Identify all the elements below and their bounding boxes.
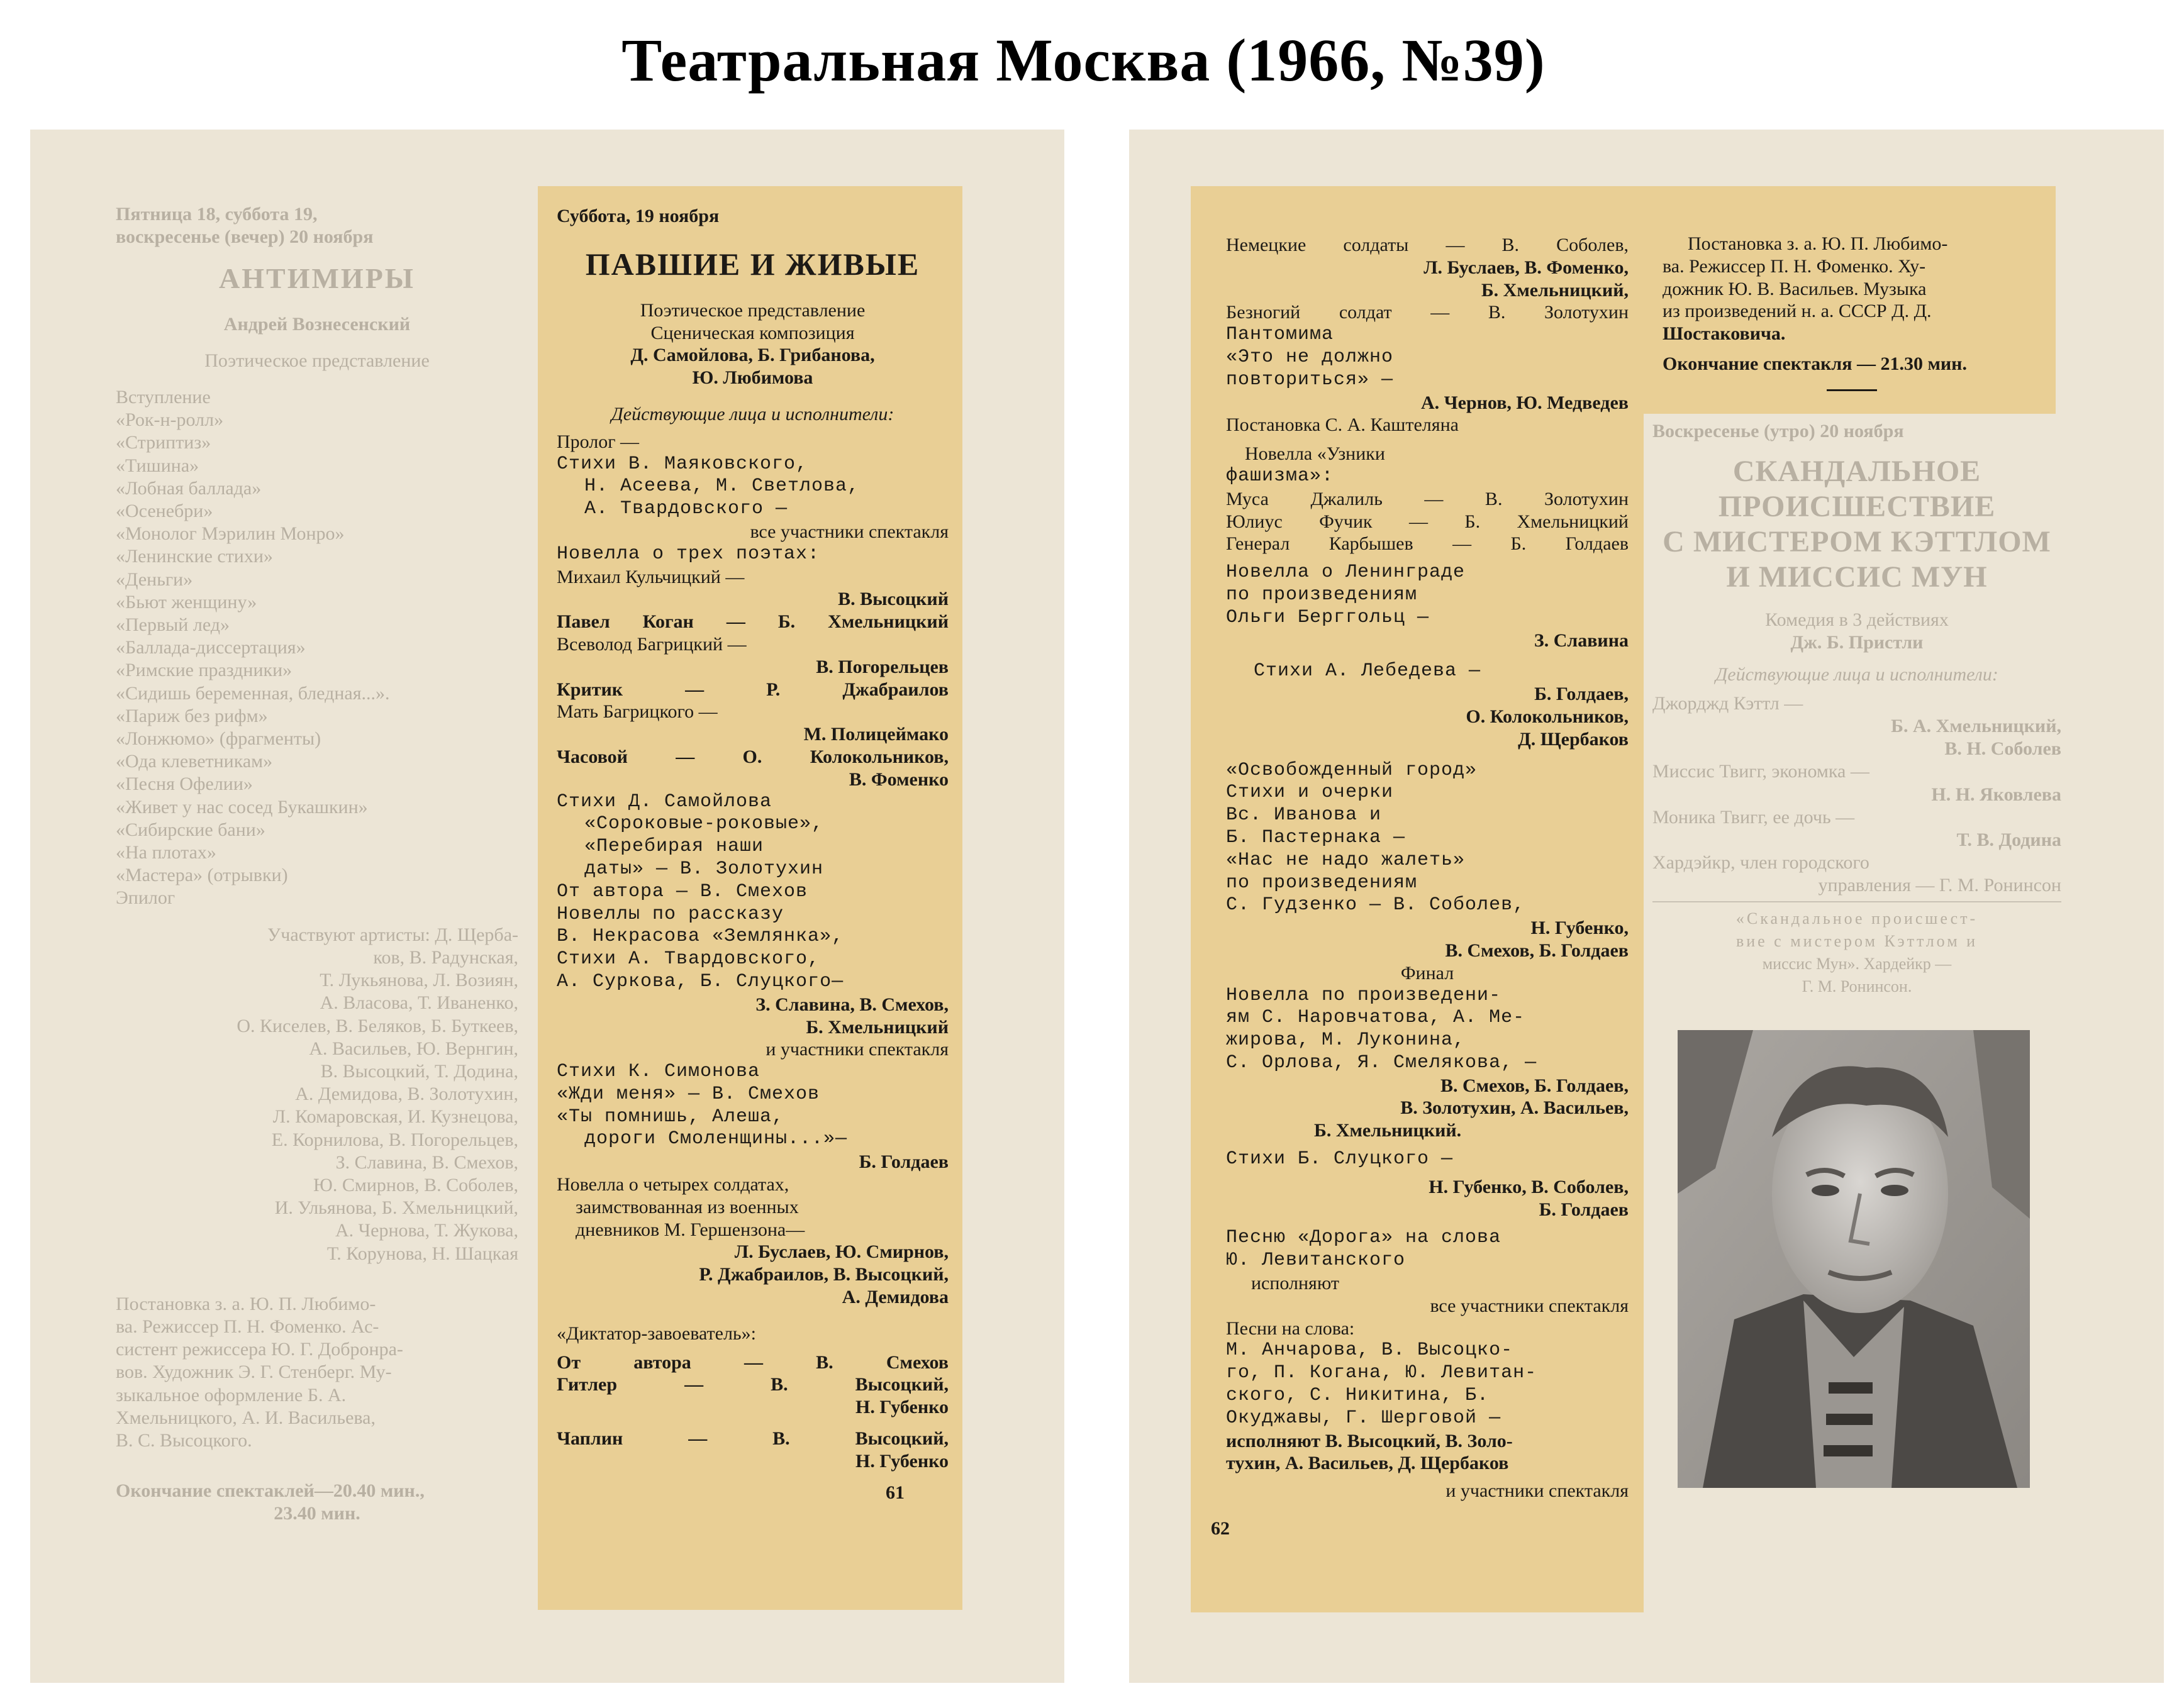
cast-line: Р. Джабраилов, В. Высоцкий, [699,1264,949,1285]
show-title: АНТИМИРЫ [219,262,415,295]
cast-line: В. Золотухин, А. Васильев, [1400,1097,1629,1119]
program-item: «Рок-н-ролл» [116,409,224,431]
cast-line: исполняют В. Высоцкий, В. Золо- [1226,1430,1513,1451]
cast-line: Стихи К. Симонова [557,1061,760,1083]
ending-time: Окончание спектаклей—20.40 мин., [116,1480,425,1502]
show-title: СКАНДАЛЬНОЕ [1732,455,1981,489]
program-item: «Мастера» (отрывки) [116,865,288,886]
cast-line: Всеволод Багрицкий — [557,633,747,655]
program-item: «Лобная баллада» [116,477,262,499]
actor-photo [1678,1030,2030,1488]
cast-line: Новелла о четырех солдатах, [557,1174,789,1195]
program-item: «Баллада-диссертация» [116,637,306,658]
cast-line: Новелла о трех поэтах: [557,543,820,565]
cast-line: Н. Асеева, М. Светлова, [584,475,860,497]
photo-caption: миссис Мун». Хардейкр — [1762,955,1952,973]
cast-line: З. Славина, В. Смехов, [335,1151,518,1173]
date-line: Воскресенье (утро) 20 ноября [1652,421,1904,441]
author: Дж. Б. Пристли [1790,632,1924,653]
cast-line: Окуджавы, Г. Шерговой — [1226,1407,1501,1429]
cast-line: Пантомима [1226,324,1334,346]
cast-line: Е. Корнилова, В. Погорельцев, [271,1129,518,1150]
cast-line: Безногий солдат — В. Золотухин [1226,302,1629,323]
cast-line: Участвуют артисты: Д. Щерба- [267,924,518,945]
cast-line: О. Киселев, В. Беляков, Б. Буткеев, [237,1015,518,1036]
cast-line: Юлиус Фучик — Б. Хмельницкий [1226,511,1629,532]
page-number: 61 [886,1482,905,1503]
cast-line: «Жди меня» — В. Смехов [557,1083,820,1105]
cast-line: Ольги Берггольц — [1226,606,1430,628]
subtitle: Поэтическое представление [204,350,430,371]
cast-line: фашизма»: [1226,465,1334,487]
cast-line: ям С. Наровчатова, А. Ме- [1226,1007,1525,1029]
subtitle: Поэтическое представление [640,299,866,321]
program-item: Эпилог [116,887,175,909]
cast-line: Новелла «Узники [1245,443,1385,465]
cast-line: З. Славина, В. Смехов, [755,994,949,1015]
program-item: «Монолог Мэрилин Монро» [116,523,345,545]
cast-line: Л. Комаровская, И. Кузнецова, [272,1106,518,1128]
cast-line: управления — Г. М. Ронинсон [1818,875,2061,896]
cast-line: С. Гудзенко — В. Соболев, [1226,894,1525,916]
cast-line: «Это не должно [1226,346,1394,368]
cast-line: Постановка С. А. Каштеляна [1226,414,1459,436]
cast-line: Немецкие солдаты — В. Соболев, [1226,235,1629,255]
cast-line: Б. Голдаев [859,1151,949,1173]
cast-line: А. Суркова, Б. Слуцкого— [557,970,844,992]
cast-line: Д. Щербаков [1518,728,1629,750]
cast-line: От автора — В. Смехов [557,1351,949,1373]
cast-line: А. Чернова, Т. Жукова, [335,1220,518,1241]
credits-line: Постановка з. а. Ю. П. Любимо- [1688,233,1948,254]
cast-line: Стихи А. Твардовского, [557,948,820,970]
cast-line: Стихи В. Маяковского, [557,453,808,475]
cast-line: Чаплин — В. Высоцкий, [557,1428,949,1450]
cast-line: В. Смехов, Б. Голдаев, [1440,1075,1629,1096]
pavshie-continuation-clipping [1191,186,1644,1612]
cast-line: дороги Смоленщины...»— [584,1128,848,1150]
cast-line: «Сороковые-роковые», [584,813,824,835]
pavshie-i-zhivye-clipping [538,186,962,1610]
page-title: Театральная Москва (1966, №39) [621,26,1546,94]
cast-line: Ю. Левитанского [1226,1250,1406,1272]
cast-line: Н. Губенко [855,1450,949,1472]
cast-line: Б. Хмельницкий. [1314,1120,1462,1141]
program-item: «Париж без рифм» [116,705,268,726]
cast-line: «Ты помнишь, Алеша, [557,1106,784,1128]
cast-line: В. Фоменко [849,768,949,790]
cast-line: Б. Голдаев, [1534,684,1629,705]
credits-line: В. С. Высоцкого. [116,1429,252,1451]
cast-line: Песни на слова: [1226,1317,1355,1339]
credits [116,1293,518,1452]
cast-line: жирова, М. Луконина, [1226,1029,1466,1051]
cast-line: А. Демидова [842,1287,949,1308]
cast-line: Пролог — [557,431,640,452]
cast-line: От автора — В. Смехов [557,880,808,902]
credits-line: Постановка з. а. Ю. П. Любимо- [116,1293,376,1314]
credits-line: Шостаковича. [1663,323,1786,345]
program-item: «Ленинские стихи» [116,546,273,567]
cast-line: Павел Коган — Б. Хмельницкий [557,611,949,633]
cast-line: В. Погорельцев [816,656,949,677]
cast-line: Л. Буслаев, В. Фоменко, [1423,257,1629,278]
cast-line: Стихи Б. Слуцкого — [1226,1148,1454,1170]
cast-line: Вс. Иванова и [1226,804,1382,826]
cast-line: Часовой — О. Колокольников, [557,746,949,767]
cast-line: Т. В. Додина [1956,829,2061,851]
cast-line: Стихи и очерки [1226,782,1394,804]
cast-line: Генерал Карбышев — Б. Голдаев [1226,533,1629,555]
cast-line: «Диктатор-завоеватель»: [557,1323,756,1344]
photo-caption: вие с мистером Кэттлом и [1735,931,1978,950]
cast-line: все участники спектакля [1430,1295,1629,1316]
cast-line: Н. Губенко, [1530,918,1629,939]
cast-line: О. Колокольников, [1466,706,1629,727]
antimiry-listing [116,203,518,1526]
cast-line: Л. Буслаев, Ю. Смирнов, [734,1241,949,1263]
cast-line: Критик — Р. Джабраилов [557,679,949,700]
cast-line: Муса Джалиль — В. Золотухин [1226,488,1629,509]
cast-line: Новелла о Ленинграде [1226,562,1466,584]
cast-line: даты» — В. Золотухин [584,858,824,880]
credits-line: зыкальное оформление Б. А. [116,1384,347,1406]
cast-line: Джорджд Кэттл — [1652,692,1803,714]
cast-line: А. Чернов, Ю. Медведев [1420,392,1629,413]
date-line: Пятница 18, суббота 19, [116,204,318,225]
cast-line: и участники спектакля [766,1039,949,1060]
subtitle: Сценическая композиция [650,322,855,343]
program-item: «Римские праздники» [116,660,292,681]
cast-line: ков, В. Радунская, [373,946,518,968]
cast-header: Действующие лица и исполнители: [611,403,894,424]
cast-line: повториться» — [1226,369,1394,391]
authors: Д. Самойлова, Б. Грибанова, [630,345,875,366]
program-item: «На плотах» [116,842,216,863]
cast-line: и участники спектакля [1446,1480,1629,1502]
cast-line: В. Высоцкий [838,589,949,610]
cast-line: А. Демидова, В. Золотухин, [295,1084,518,1105]
cast-line: Новеллы по рассказу [557,903,784,925]
cast-line: «Нас не надо жалеть» [1226,849,1466,871]
cast-line: М. Анчарова, В. Высоцко- [1226,1339,1513,1361]
cast-line: го, П. Когана, Ю. Левитан- [1226,1362,1537,1384]
photo-caption: «Скандальное происшест- [1735,909,1978,928]
program-item: Вступление [116,387,211,408]
cast-line: В. Н. Соболев [1944,738,2061,760]
cast-line: исполняют [1251,1273,1339,1294]
program-item: «Ода клеветникам» [116,751,273,772]
cast-line: Т. Лукьянова, Л. Возиян, [320,970,518,991]
cast-line: Хардэйкр, член городского [1652,852,1869,873]
pavshie-credits-clipping [1644,186,2056,414]
cast-line: М. Полицеймако [803,724,949,745]
cast-line: по произведениям [1226,584,1418,606]
cast-list [116,924,518,1265]
program-list [116,386,518,910]
program-item: «Деньги» [116,568,193,590]
cast-line: А. Васильев, Ю. Вернгин, [309,1038,518,1059]
credits-line: ва. Режиссер П. Н. Фоменко. Ху- [1663,255,1926,277]
credits-line: вов. Художник Э. Г. Стенберг. Му- [116,1361,392,1383]
cast-line: дневников М. Гершензона— [576,1219,805,1240]
cast-line: Мать Багрицкого — [557,701,718,723]
authors: Ю. Любимова [692,367,813,389]
cast-line: Гитлер — В. Высоцкий, [557,1374,949,1395]
date-line: воскресенье (вечер) 20 ноября [116,226,374,248]
author: Андрей Вознесенский [223,313,411,335]
genre: Комедия в 3 действиях [1765,609,1949,631]
cast-line: Новелла по произведени- [1226,984,1501,1006]
photo-caption: Г. М. Ронинсон. [1802,977,1912,996]
cast-line: Миссис Твигг, экономка — [1652,761,1869,782]
cast-line: Стихи А. Лебедева — [1254,660,1481,682]
program-item: «Бьют женщину» [116,591,257,613]
show-title: С МИСТЕРОМ КЭТТЛОМ [1663,525,2051,559]
cast-line: тухин, А. Васильев, Д. Щербаков [1226,1453,1509,1474]
cast-line: В. Высоцкий, Т. Додина, [320,1060,518,1082]
cast-line: Б. Голдаев [1539,1199,1629,1220]
program-item: «Тишина» [116,455,199,476]
cast-line: Финал [1400,962,1454,984]
program-item: «Сидишь беременная, бледная...». [116,682,390,704]
cast-line: И. Ульянова, Б. Хмельницкий, [274,1197,518,1219]
cast-line: Н. Губенко [855,1397,949,1418]
cast-line: А. Власова, Т. Иваненко, [320,992,518,1014]
cast-line: Т. Корунова, Н. Шацкая [326,1243,518,1264]
cast-line: Б. Хмельницкий, [1481,279,1629,301]
cast-line: Песню «Дорога» на слова [1226,1227,1501,1249]
program-item: «Осенебри» [116,501,213,522]
credits-line: систент режиссера Ю. Г. Добронра- [116,1339,403,1360]
show-title: ПАВШИЕ И ЖИВЫЕ [585,246,920,282]
cast-line: Б. Хмельницкий [806,1016,949,1038]
program-item: «Песня Офелии» [116,774,253,795]
show-title: ПРОИСШЕСТВИЕ [1718,490,1996,524]
cast-line: Ю. Смирнов, В. Соболев, [313,1174,518,1195]
cast-line: по произведениям [1226,872,1418,894]
program-item: «Живет у нас сосед Букашкин» [116,796,368,818]
cast-header: Действующие лица и исполнители: [1715,663,1998,685]
credits-line: ва. Режиссер П. Н. Фоменко. Ас- [116,1316,379,1337]
credits-line: дожник Ю. В. Васильев. Музыка [1663,278,1927,299]
skandalnoe-listing [1652,420,2061,998]
cast-line: Н. Н. Яковлева [1931,784,2061,805]
cast-line: Б. Пастернака — [1226,826,1406,848]
credits-line: Хмельницкого, А. И. Васильева, [116,1407,376,1428]
cast-line: все участники спектакля [750,521,949,542]
cast-line: А. Твардовского — [584,498,788,520]
program-item: «Первый лед» [116,614,230,636]
cast-line: В. Некрасова «Землянка», [557,926,844,948]
cast-line: Моника Твигг, ее дочь — [1652,806,1855,828]
program-item: «Сибирские бани» [116,819,265,840]
page-number: 62 [1211,1518,1230,1539]
divider [1827,389,1877,391]
ending-time: 23.40 мин. [274,1503,360,1524]
cast-line: «Освобожденный город» [1226,759,1478,781]
credits-line: из произведений н. а. СССР Д. Д. [1663,301,1932,322]
cast-line: С. Орлова, Я. Смелякова, — [1226,1051,1537,1073]
date-line: Суббота, 19 ноября [557,206,720,226]
cast-line: З. Славина [1534,629,1629,651]
cast-line: Н. Губенко, В. Соболев, [1429,1176,1629,1197]
cast-line: В. Смехов, Б. Голдаев [1445,940,1629,961]
cast-line: Б. А. Хмельницкий, [1891,716,2061,737]
cast-line: Стихи Д. Самойлова [557,790,772,812]
cast-line: Михаил Кульчицкий — [557,566,745,587]
cast-line: ского, С. Никитина, Б. [1226,1385,1490,1407]
show-title: И МИССИС МУН [1726,560,1988,594]
cast-line: заимствованная из военных [576,1196,799,1217]
cast-line: «Перебирая наши [584,836,764,858]
program-item: «Лонжюмо» (фрагменты) [116,728,321,750]
ending-time: Окончание спектакля — 21.30 мин. [1663,353,1967,374]
program-item: «Стриптиз» [116,432,211,453]
